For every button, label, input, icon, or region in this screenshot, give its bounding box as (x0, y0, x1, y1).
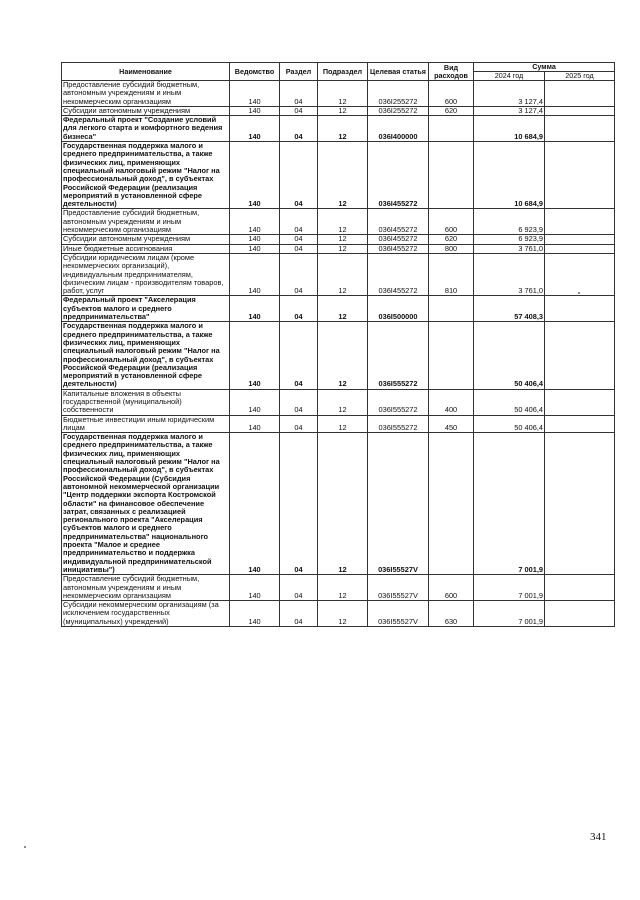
row-podrazdel: 12 (318, 575, 368, 601)
row-vedomstvo: 140 (230, 244, 280, 253)
row-celevaya-statya: 036I255272 (368, 106, 429, 115)
row-sum-2025 (545, 244, 615, 253)
row-name: Государственная поддержка малого и среднего предпринимательства, а также физических лиц, применяющих специальный налоговый режим "Налог на профессиональный доход", в субъектах Российской Федерации (реализация мероприятий в установленной сфере деятельности) (62, 142, 230, 209)
table-row (62, 433, 615, 575)
row-sum-2025 (545, 601, 615, 627)
row-sum-2024: 3 127,4 (474, 106, 545, 115)
table-row (62, 575, 615, 601)
row-celevaya-statya: 036I400000 (368, 116, 429, 142)
row-vid-raskhodov (429, 296, 474, 322)
table-row (62, 244, 615, 253)
row-podrazdel: 12 (318, 433, 368, 575)
row-sum-2024: 10 684,9 (474, 116, 545, 142)
row-podrazdel: 12 (318, 253, 368, 295)
row-razdel: 04 (280, 322, 318, 389)
table-row (62, 601, 615, 627)
table-row (62, 142, 615, 209)
row-razdel: 04 (280, 389, 318, 415)
row-name: Федеральный проект "Создание условий для легкого старта и комфортного ведения бизнеса" (62, 116, 230, 142)
row-vid-raskhodov: 800 (429, 244, 474, 253)
row-sum-2025 (545, 389, 615, 415)
row-razdel: 04 (280, 433, 318, 575)
header-name: Наименование (62, 63, 230, 81)
header-razdel: Раздел (280, 63, 318, 81)
row-sum-2024: 7 001,9 (474, 601, 545, 627)
row-vedomstvo: 140 (230, 296, 280, 322)
row-podrazdel: 12 (318, 142, 368, 209)
row-sum-2025 (545, 106, 615, 115)
row-podrazdel: 12 (318, 209, 368, 235)
scan-speck (24, 846, 26, 848)
row-razdel: 04 (280, 106, 318, 115)
row-sum-2025 (545, 322, 615, 389)
row-razdel: 04 (280, 235, 318, 244)
row-sum-2024: 3 761,0 (474, 253, 545, 295)
row-podrazdel: 12 (318, 601, 368, 627)
row-podrazdel: 12 (318, 81, 368, 107)
row-vedomstvo: 140 (230, 601, 280, 627)
header-vedomstvo: Ведомство (230, 63, 280, 81)
page-number: 341 (590, 831, 607, 843)
row-celevaya-statya: 036I555272 (368, 322, 429, 389)
row-vedomstvo: 140 (230, 389, 280, 415)
row-name: Предоставление субсидий бюджетным, автономным учреждениям и иным некоммерческим организациям (62, 81, 230, 107)
row-sum-2025 (545, 142, 615, 209)
row-razdel: 04 (280, 116, 318, 142)
row-name: Капитальные вложения в объекты государственной (муниципальной) собственности (62, 389, 230, 415)
row-vid-raskhodov: 600 (429, 209, 474, 235)
row-sum-2024: 10 684,9 (474, 142, 545, 209)
row-podrazdel: 12 (318, 296, 368, 322)
row-razdel: 04 (280, 81, 318, 107)
row-vid-raskhodov: 450 (429, 415, 474, 433)
row-vedomstvo: 140 (230, 81, 280, 107)
row-vedomstvo: 140 (230, 415, 280, 433)
row-celevaya-statya: 036I455272 (368, 253, 429, 295)
table-row (62, 81, 615, 107)
scan-speck (578, 292, 580, 294)
row-sum-2024: 6 923,9 (474, 235, 545, 244)
row-vid-raskhodov: 620 (429, 106, 474, 115)
row-podrazdel: 12 (318, 244, 368, 253)
row-celevaya-statya: 036I555272 (368, 415, 429, 433)
header-year-2024: 2024 год (474, 72, 545, 81)
row-sum-2024: 7 001,9 (474, 433, 545, 575)
row-sum-2025 (545, 209, 615, 235)
row-razdel: 04 (280, 415, 318, 433)
row-name: Субсидии автономным учреждениям (62, 106, 230, 115)
row-vedomstvo: 140 (230, 235, 280, 244)
row-razdel: 04 (280, 142, 318, 209)
row-vedomstvo: 140 (230, 575, 280, 601)
row-name: Субсидии некоммерческим организациям (за исключением государственных (муниципальных) учреждений) (62, 601, 230, 627)
table-row (62, 389, 615, 415)
row-name: Государственная поддержка малого и среднего предпринимательства, а также физических лиц, применяющих специальный налоговый режим "Налог на профессиональный доход", в субъектах Российской Федерации (Субсидия автономной некоммерческой организации "Центр поддержки экспорта Костромской области" на финансовое обеспечение затрат, связанных с реализацией регионального проекта "Акселерация субъектов малого и среднего предпринимательства" национального проекта "Малое и среднее предпринимательство и поддержка индивидуальной предпринимательской инициативы") (62, 433, 230, 575)
budget-table (61, 62, 615, 627)
row-razdel: 04 (280, 575, 318, 601)
row-vid-raskhodov (429, 433, 474, 575)
row-celevaya-statya: 036I455272 (368, 209, 429, 235)
row-vedomstvo: 140 (230, 106, 280, 115)
row-vid-raskhodov: 600 (429, 575, 474, 601)
row-celevaya-statya: 036I555272 (368, 389, 429, 415)
row-razdel: 04 (280, 209, 318, 235)
row-podrazdel: 12 (318, 106, 368, 115)
row-podrazdel: 12 (318, 389, 368, 415)
row-sum-2024: 7 001,9 (474, 575, 545, 601)
table-body (62, 81, 615, 627)
row-celevaya-statya: 036I55527V (368, 601, 429, 627)
row-sum-2025 (545, 296, 615, 322)
row-sum-2025 (545, 575, 615, 601)
header-summa: Сумма (474, 63, 615, 72)
row-name: Субсидии юридическим лицам (кроме некоммерческих организаций), индивидуальным предпринимателям, физическим лицам - производителям товаров, работ, услуг (62, 253, 230, 295)
table-row (62, 253, 615, 295)
row-vedomstvo: 140 (230, 322, 280, 389)
header-year-2025: 2025 год (545, 72, 615, 81)
row-celevaya-statya: 036I455272 (368, 142, 429, 209)
row-sum-2025 (545, 253, 615, 295)
row-sum-2024: 50 406,4 (474, 415, 545, 433)
row-podrazdel: 12 (318, 415, 368, 433)
table-row (62, 106, 615, 115)
row-celevaya-statya: 036I500000 (368, 296, 429, 322)
row-podrazdel: 12 (318, 116, 368, 142)
row-vid-raskhodov: 600 (429, 81, 474, 107)
table-row (62, 296, 615, 322)
row-podrazdel: 12 (318, 235, 368, 244)
header-podrazdel: Подраздел (318, 63, 368, 81)
row-sum-2024: 50 406,4 (474, 389, 545, 415)
row-sum-2025 (545, 415, 615, 433)
row-celevaya-statya: 036I255272 (368, 81, 429, 107)
row-sum-2024: 3 761,0 (474, 244, 545, 253)
row-vid-raskhodov (429, 116, 474, 142)
row-sum-2024: 6 923,9 (474, 209, 545, 235)
row-sum-2025 (545, 235, 615, 244)
row-name: Государственная поддержка малого и среднего предпринимательства, а также физических лиц, применяющих специальный налоговый режим "Налог на профессиональный доход", в субъектах Российской Федерации (реализация мероприятий в установленной сфере деятельности) (62, 322, 230, 389)
table-row (62, 235, 615, 244)
row-vedomstvo: 140 (230, 433, 280, 575)
table-row (62, 116, 615, 142)
table-row (62, 209, 615, 235)
row-name: Иные бюджетные ассигнования (62, 244, 230, 253)
row-razdel: 04 (280, 296, 318, 322)
row-vid-raskhodov: 630 (429, 601, 474, 627)
row-vedomstvo: 140 (230, 142, 280, 209)
row-celevaya-statya: 036I55527V (368, 433, 429, 575)
row-sum-2025 (545, 433, 615, 575)
row-sum-2024: 3 127,4 (474, 81, 545, 107)
row-podrazdel: 12 (318, 322, 368, 389)
row-razdel: 04 (280, 601, 318, 627)
row-name: Предоставление субсидий бюджетным, автономным учреждениям и иным некоммерческим организациям (62, 209, 230, 235)
row-sum-2025 (545, 116, 615, 142)
row-vedomstvo: 140 (230, 209, 280, 235)
table-row (62, 322, 615, 389)
row-sum-2025 (545, 81, 615, 107)
table-row (62, 415, 615, 433)
row-celevaya-statya: 036I455272 (368, 235, 429, 244)
row-vedomstvo: 140 (230, 116, 280, 142)
row-celevaya-statya: 036I455272 (368, 244, 429, 253)
row-sum-2024: 50 406,4 (474, 322, 545, 389)
row-vid-raskhodov: 620 (429, 235, 474, 244)
row-razdel: 04 (280, 244, 318, 253)
header-vid-raskhodov: Вид расходов (429, 63, 474, 81)
row-vid-raskhodov (429, 142, 474, 209)
row-celevaya-statya: 036I55527V (368, 575, 429, 601)
row-vid-raskhodov: 810 (429, 253, 474, 295)
row-name: Бюджетные инвестиции иным юридическим лицам (62, 415, 230, 433)
header-celevaya-statya: Целевая статья (368, 63, 429, 81)
row-name: Федеральный проект "Акселерация субъектов малого и среднего предпринимательства" (62, 296, 230, 322)
row-vedomstvo: 140 (230, 253, 280, 295)
row-vid-raskhodov: 400 (429, 389, 474, 415)
row-sum-2024: 57 408,3 (474, 296, 545, 322)
row-vid-raskhodov (429, 322, 474, 389)
row-name: Субсидии автономным учреждениям (62, 235, 230, 244)
row-razdel: 04 (280, 253, 318, 295)
row-name: Предоставление субсидий бюджетным, автономным учреждениям и иным некоммерческим организациям (62, 575, 230, 601)
